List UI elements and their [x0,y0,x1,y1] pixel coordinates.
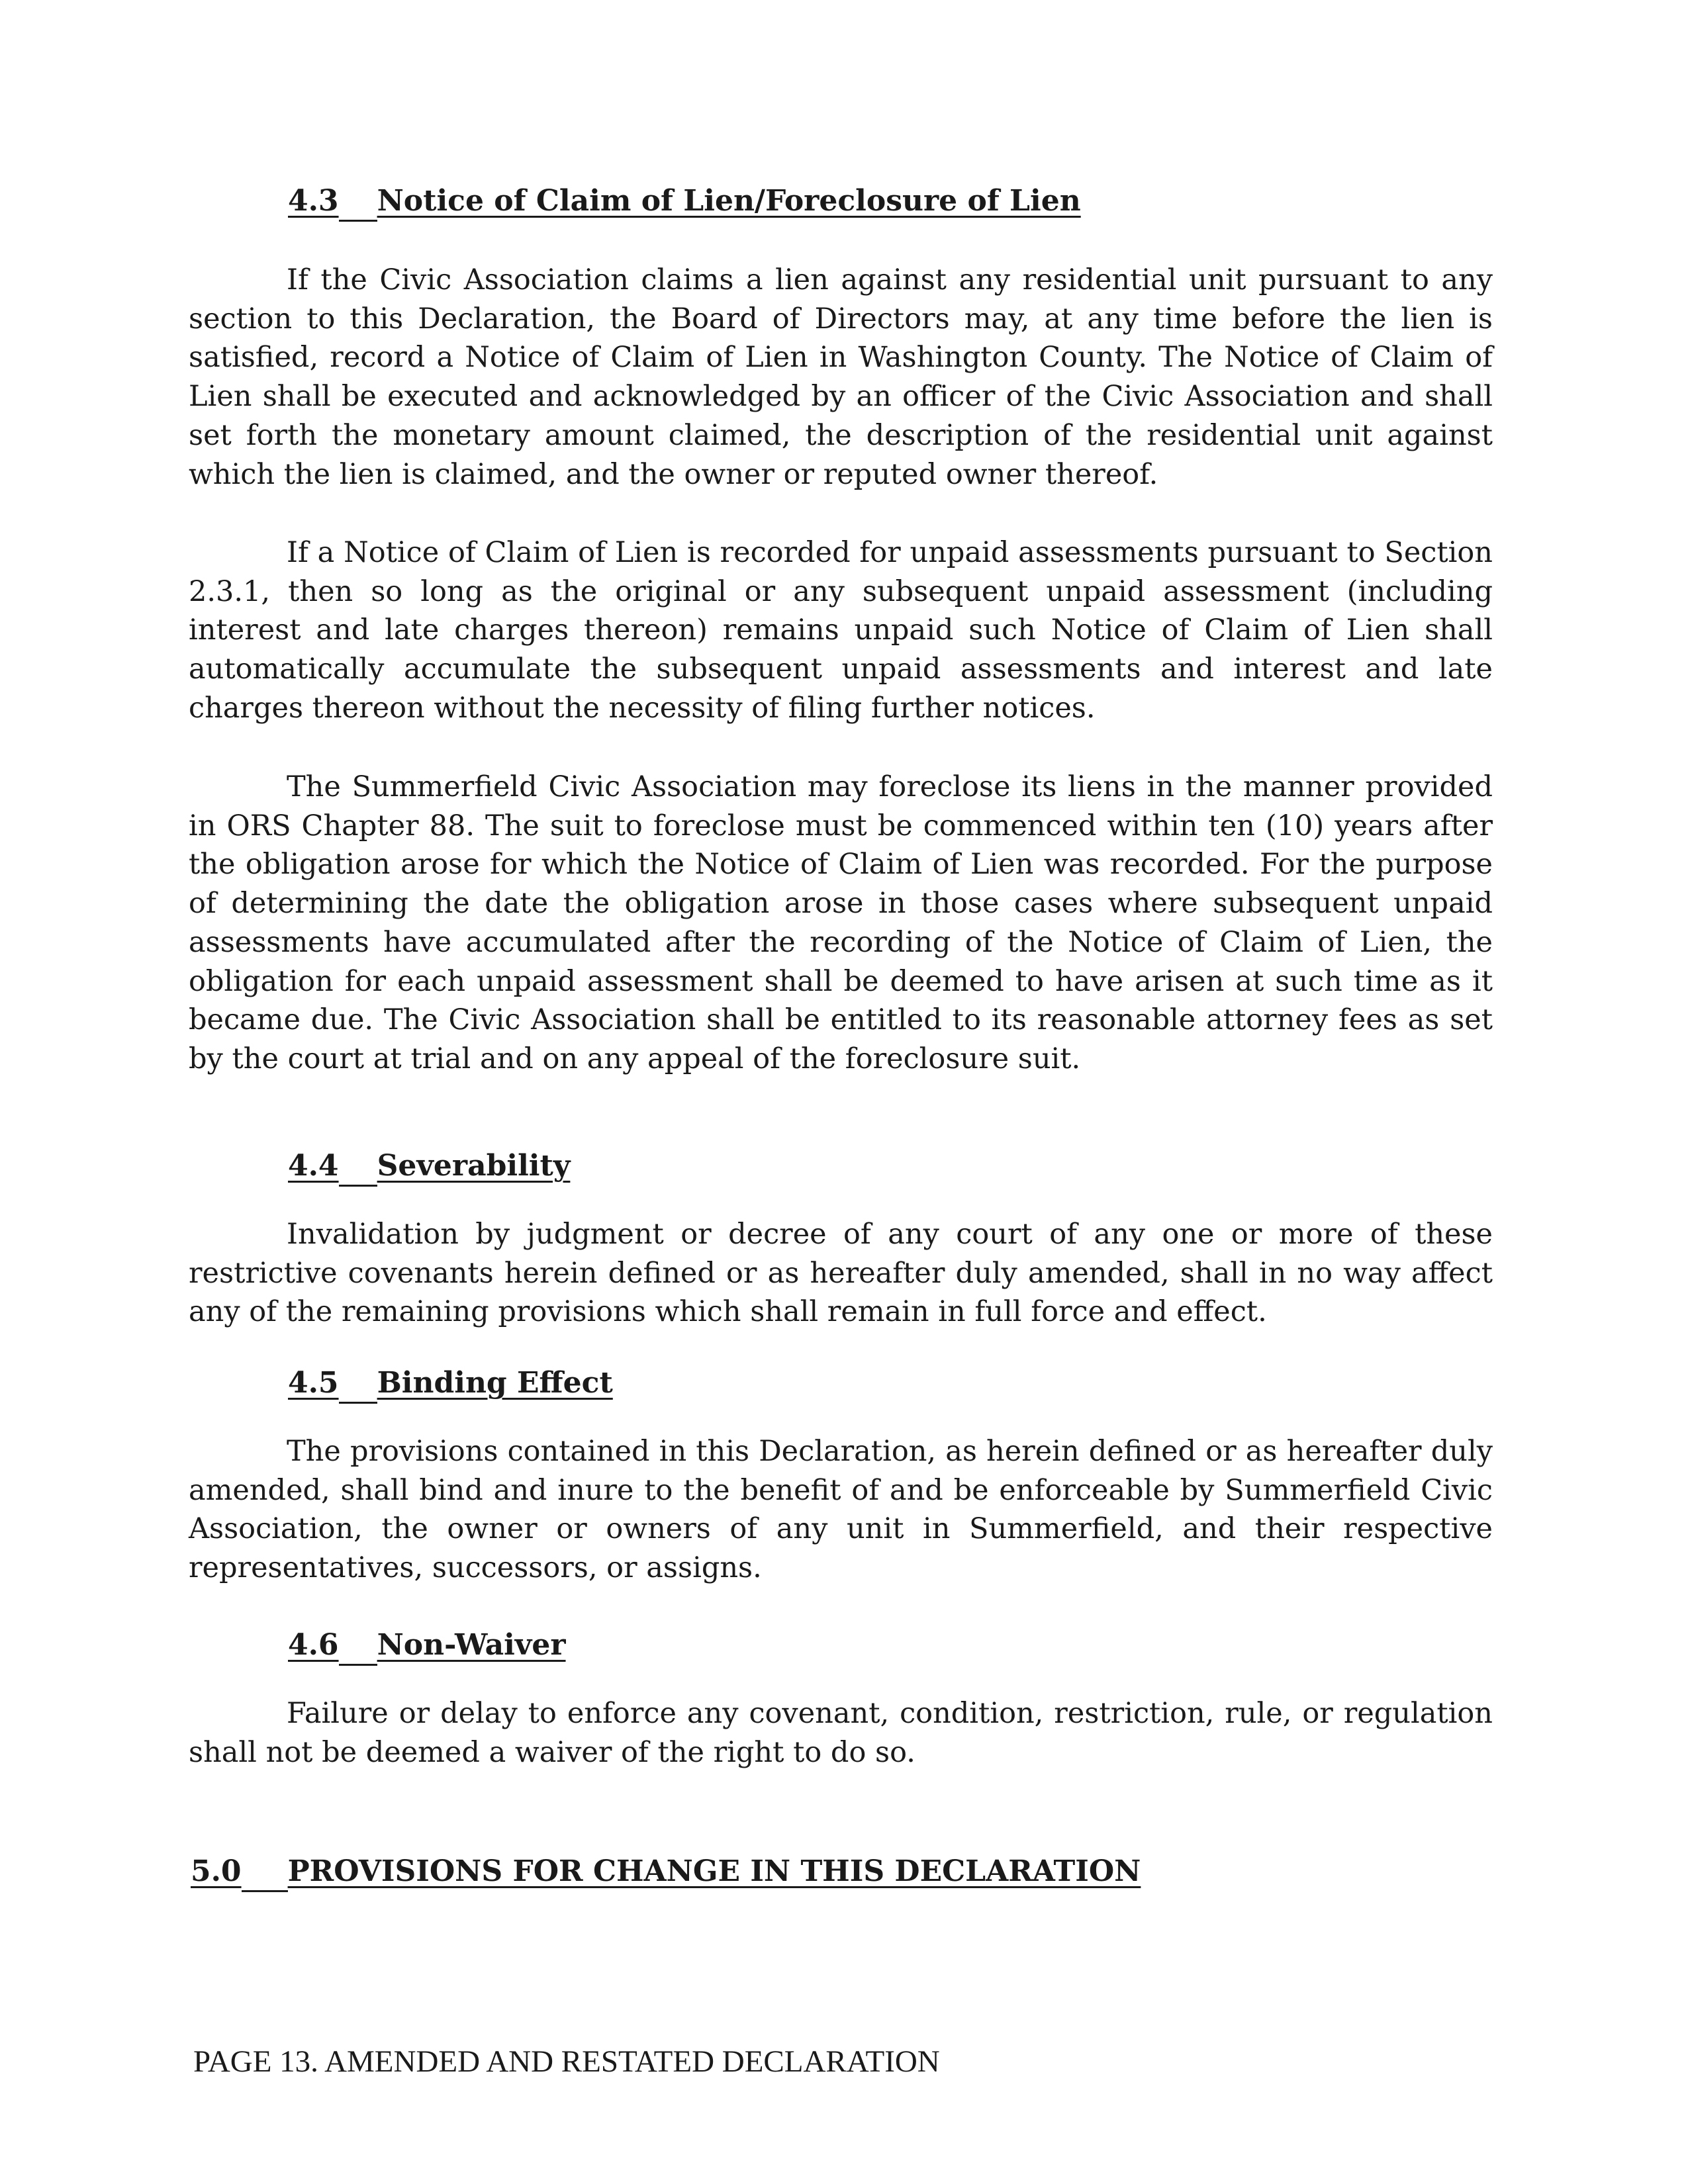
section-heading-4-3 [288,184,1081,222]
section-title: Notice of Claim of Lien/Foreclosure of Lien [377,184,1081,218]
page-footer: PAGE 13. AMENDED AND RESTATED DECLARATION [193,2044,940,2079]
paragraph: Failure or delay to enforce any covenant, condition, restriction, rule, or regulation shall not be deemed a waiver of the right to do so. [189,1697,1493,1769]
section-heading-4-6 [288,1628,566,1666]
section-title: Binding Effect [377,1366,613,1400]
section-number: 4.4 [288,1149,339,1183]
section-number: 4.3 [288,184,339,218]
section-heading-5-0 [191,1854,1141,1892]
paragraph: Invalidation by judgment or decree of any court of any one or more of these restrictive covenants herein defined or as hereafter duly amended, shall in no way affect any of the remaining provisions which shall remain in full force and effect. [189,1218,1493,1329]
section-heading-4-5 [288,1366,613,1404]
paragraph: The Summerfield Civic Association may foreclose its liens in the manner provided in ORS Chapter 88. The suit to foreclose must be commenced within ten (10) years after the obligation arose for which the Notice of Claim of Lien was recorded. For the purpose of determining the date the obligation arose in those cases where subsequent unpaid assessments have accumulated after the recording of the Notice of Claim of Lien, the obligation for each unpaid assessment shall be deemed to have arisen at such time as it became due. The Civic Association shall be entitled to its reasonable attorney fees as set by the court at trial and on any appeal of the foreclosure suit. [189,770,1493,1075]
paragraph: The provisions contained in this Declaration, as herein defined or as hereafter duly amended, shall bind and inure to the benefit of and be enforceable by Summerfield Civic Association, the owner or owners of any unit in Summerfield, and their respective representatives, successors, or assigns. [189,1435,1493,1585]
section-number: 5.0 [191,1854,242,1888]
section-title: PROVISIONS FOR CHANGE IN THIS DECLARATION [287,1854,1141,1888]
section-title: Severability [377,1149,571,1183]
section-title: Non-Waiver [377,1628,566,1662]
paragraph: If the Civic Association claims a lien against any residential unit pursuant to any section to this Declaration, the Board of Directors may, at any time before the lien is satisfied, record a Notice of Claim of Lien in Washington County. The Notice of Claim of Lien shall be executed and acknowledged by an officer of the Civic Association and shall set forth the monetary amount claimed, the description of the residential unit against which the lien is claimed, and the owner or reputed owner thereof. [189,263,1493,491]
section-heading-4-4 [288,1149,571,1187]
section-number: 4.6 [288,1628,339,1662]
section-number: 4.5 [288,1366,339,1400]
paragraph: If a Notice of Claim of Lien is recorded for unpaid assessments pursuant to Section 2.3.1, then so long as the original or any subsequent unpaid assessment (including interest and late charges thereon) remains unpaid such Notice of Claim of Lien shall automatically accumulate the subsequent unpaid assessments and interest and late charges thereon without the necessity of filing further notices. [189,536,1493,725]
